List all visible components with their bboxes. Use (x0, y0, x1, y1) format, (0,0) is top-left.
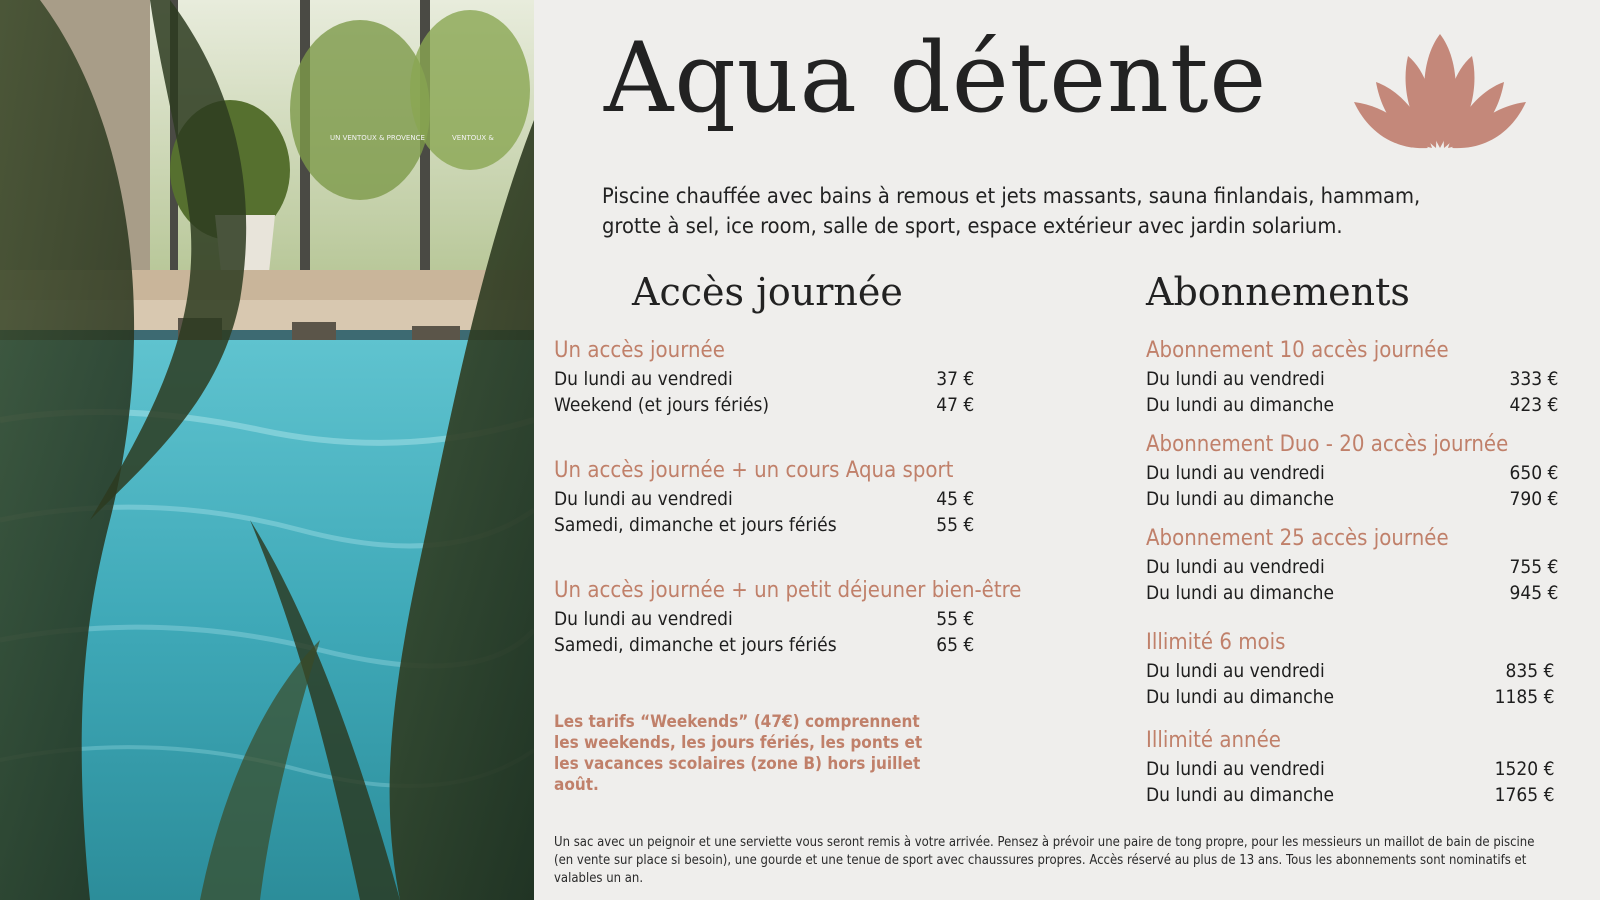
row-price: 333 € (1509, 368, 1558, 390)
row-price: 1185 € (1494, 686, 1554, 708)
row-price: 65 € (935, 634, 974, 656)
price-row (1146, 486, 1558, 512)
row-label: Du lundi au dimanche (1146, 488, 1335, 510)
page-title: Aqua détente (604, 22, 1268, 134)
row-label: Weekend (et jours fériés) (554, 394, 770, 416)
row-price: 45 € (935, 488, 974, 510)
price-row (554, 366, 974, 392)
group-title: Abonnement 10 accès journée (1146, 338, 1449, 363)
group-title: Un accès journée + un cours Aqua sport (554, 458, 954, 483)
photo-sign-2: VENTOUX & (452, 134, 494, 142)
price-row (554, 512, 974, 538)
price-row (1146, 580, 1558, 606)
subscriptions-heading: Abonnements (1146, 270, 1410, 314)
group-title: Abonnement 25 accès journée (1146, 526, 1449, 551)
row-label: Du lundi au vendredi (1146, 758, 1325, 780)
row-label: Samedi, dimanche et jours fériés (554, 514, 837, 536)
group-title: Un accès journée (554, 338, 725, 363)
row-price: 423 € (1509, 394, 1558, 416)
row-label: Du lundi au vendredi (554, 608, 733, 630)
subscription-group (1146, 726, 1554, 808)
day-access-heading: Accès journée (632, 270, 903, 314)
price-row (1146, 782, 1554, 808)
subscription-group (1146, 430, 1558, 512)
lotus-icon (1350, 30, 1530, 150)
row-label: Du lundi au vendredi (1146, 660, 1325, 682)
content-panel (534, 0, 1600, 900)
subscription-group (1146, 628, 1554, 710)
row-price: 1765 € (1494, 784, 1554, 806)
row-label: Du lundi au dimanche (1146, 394, 1335, 416)
photo-sign-1: UN VENTOUX & PROVENCE (330, 134, 425, 142)
row-label: Du lundi au vendredi (554, 488, 733, 510)
day-access-group (554, 456, 974, 538)
row-price: 55 € (935, 514, 974, 536)
row-price: 755 € (1509, 556, 1558, 578)
row-price: 37 € (935, 368, 974, 390)
row-price: 945 € (1509, 582, 1558, 604)
day-access-group (554, 576, 1022, 658)
price-row (1146, 460, 1558, 486)
row-label: Du lundi au vendredi (554, 368, 733, 390)
price-row (554, 392, 974, 418)
group-title: Illimité année (1146, 728, 1281, 753)
row-label: Du lundi au vendredi (1146, 368, 1325, 390)
row-label: Samedi, dimanche et jours fériés (554, 634, 837, 656)
price-row (1146, 756, 1554, 782)
price-row (1146, 554, 1558, 580)
price-row (1146, 658, 1554, 684)
row-label: Du lundi au vendredi (1146, 462, 1325, 484)
intro-text: Piscine chauffée avec bains à remous et jets massants, sauna finlandais, hammam, grotte à sel, ice room, salle de sport, espace extérieur avec jardin solarium. (602, 184, 1421, 238)
row-price: 790 € (1509, 488, 1558, 510)
price-row (1146, 366, 1558, 392)
group-title: Illimité 6 mois (1146, 630, 1286, 655)
row-label: Du lundi au dimanche (1146, 582, 1335, 604)
weekend-note: Les tarifs “Weekends” (47€) comprennent les weekends, les jours fériés, les ponts et les vacances scolaires (zone B) hors juillet août. (554, 712, 923, 795)
footer-note: Un sac avec un peignoir et une serviette vous seront remis à votre arrivée. Pensez à prévoir une paire de tong propre, pour les messieurs un maillot de bain de piscine (en vente sur place si besoin), une gourde et une tenue de sport avec chaussures propres. Accès réservé au plus de 13 ans. Tous les abonnements sont nominatifs et valables un an. (554, 835, 1535, 886)
row-label: Du lundi au vendredi (1146, 556, 1325, 578)
row-label: Du lundi au dimanche (1146, 784, 1335, 806)
row-price: 650 € (1509, 462, 1558, 484)
price-row (1146, 392, 1558, 418)
row-price: 55 € (935, 608, 974, 630)
row-price: 47 € (935, 394, 974, 416)
subscription-group (1146, 524, 1558, 606)
price-row (1146, 684, 1554, 710)
row-price: 1520 € (1494, 758, 1554, 780)
row-price: 835 € (1505, 660, 1554, 682)
group-title: Abonnement Duo - 20 accès journée (1146, 432, 1509, 457)
price-row (554, 632, 974, 658)
price-row (554, 606, 974, 632)
subscription-group (1146, 336, 1558, 418)
price-row (554, 486, 974, 512)
day-access-group (554, 336, 974, 418)
row-label: Du lundi au dimanche (1146, 686, 1335, 708)
pool-photo (0, 0, 534, 900)
group-title: Un accès journée + un petit déjeuner bien-être (554, 578, 1022, 603)
